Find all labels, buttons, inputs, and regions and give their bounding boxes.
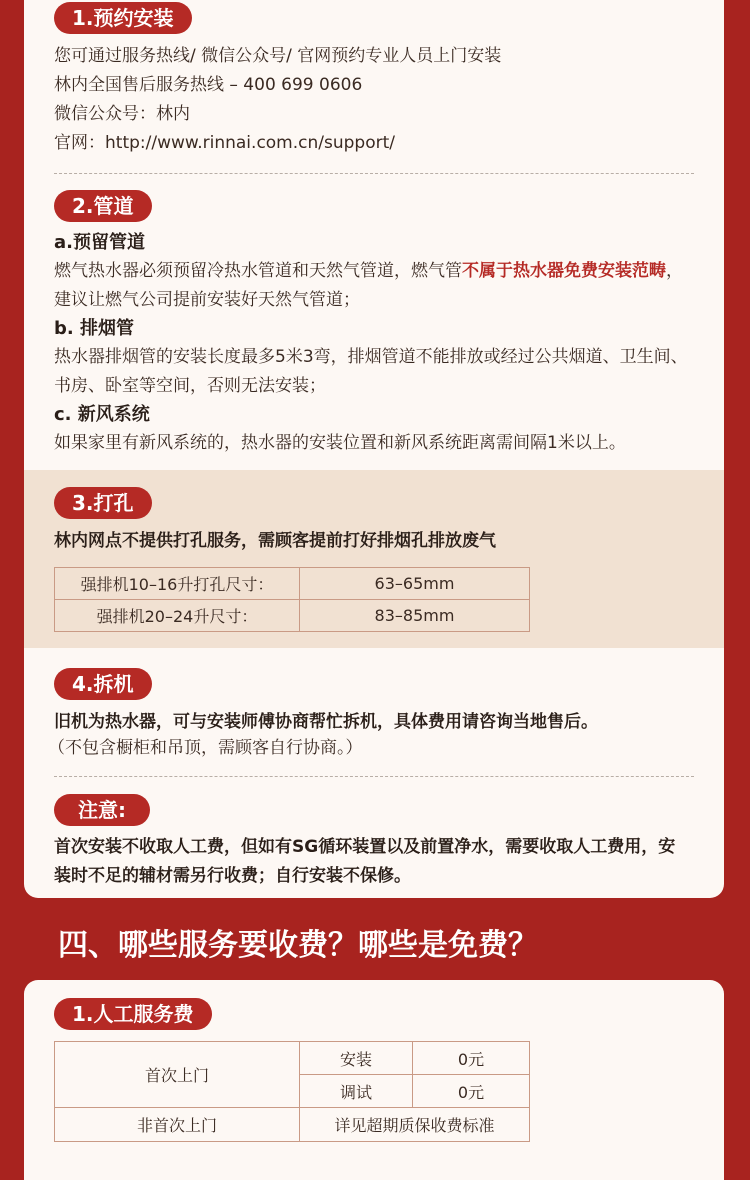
section-2-a-line-1-suffix: ， xyxy=(666,261,683,281)
table-row xyxy=(55,1042,530,1075)
section-four-heading: 四、哪些服务要收费？哪些是免费？ xyxy=(58,928,538,963)
section-1-wechat: 微信公众号：林内 xyxy=(54,104,190,124)
section-1-line-1: 您可通过服务热线/ 微信公众号/ 官网预约专业人员上门安装 xyxy=(54,46,502,66)
section-1-title-pill: 1.预约安装 xyxy=(54,2,192,34)
note-line-2: 装时不足的辅材需另行收费；自行安装不保修。 xyxy=(54,866,411,886)
section-2-b-title: b. 排烟管 xyxy=(54,318,134,339)
section-2-b-line-1: 热水器排烟管的安装长度最多5米3弯，排烟管道不能排放或经过公共烟道、卫生间、 xyxy=(54,347,688,367)
non-first-visit-cell: 非首次上门 xyxy=(55,1108,300,1142)
section-4-title-pill: 4.拆机 xyxy=(54,668,152,700)
section-2-a-line-1 xyxy=(54,258,704,284)
section-4-line-1: 旧机为热水器，可与安装师傅协商帮忙拆机，具体费用请咨询当地售后。 xyxy=(54,712,598,732)
section-2-a-line-1-prefix: 燃气热水器必须预留冷热水管道和天然气管道，燃气管 xyxy=(54,261,462,281)
section-2-a-title: a.预留管道 xyxy=(54,232,145,253)
table-cell-label: 强排机20–24升尺寸： xyxy=(55,600,300,632)
section-4-line-2: （不包含橱柜和吊顶，需顾客自行协商。） xyxy=(48,738,363,758)
section-1-website[interactable]: 官网：http://www.rinnai.com.cn/support/ xyxy=(54,133,395,153)
install-cell: 安装 xyxy=(300,1042,413,1075)
note-line-1: 首次安装不收取人工费，但如有SG循环装置以及前置净水，需要收取人工费用，安 xyxy=(54,837,676,857)
install-fee-cell: 0元 xyxy=(413,1042,530,1075)
table-row xyxy=(55,568,530,600)
table-cell-value: 83–85mm xyxy=(300,600,530,632)
section-2-b-line-2: 书房、卧室等空间，否则无法安装； xyxy=(54,376,326,396)
table-cell-label: 强排机10–16升打孔尺寸： xyxy=(55,568,300,600)
section-2-a-line-2: 建议让燃气公司提前安装好天然气管道； xyxy=(54,290,360,310)
section-2-c-title: c. 新风系统 xyxy=(54,404,150,425)
table-row xyxy=(55,600,530,632)
debug-fee-cell: 0元 xyxy=(413,1075,530,1108)
install-info-card xyxy=(24,0,724,898)
first-visit-cell: 首次上门 xyxy=(55,1042,300,1108)
drill-size-table xyxy=(54,567,530,632)
non-first-fee-cell: 详见超期质保收费标准 xyxy=(300,1108,530,1142)
table-row xyxy=(55,1108,530,1142)
labor-fee-table xyxy=(54,1041,530,1142)
section-2-a-highlight: 不属于热水器免费安装范畴 xyxy=(462,261,666,281)
section-3-desc: 林内网点不提供打孔服务，需顾客提前打好排烟孔排放废气 xyxy=(54,531,496,551)
divider-1 xyxy=(54,173,694,174)
labor-title-pill: 1.人工服务费 xyxy=(54,998,212,1030)
section-1-hotline: 林内全国售后服务热线 – 400 699 0606 xyxy=(54,75,363,95)
table-cell-value: 63–65mm xyxy=(300,568,530,600)
note-title-pill: 注意: xyxy=(54,794,150,826)
section-2-title-pill: 2.管道 xyxy=(54,190,152,222)
section-2-c-line-1: 如果家里有新风系统的，热水器的安装位置和新风系统距离需间隔1米以上。 xyxy=(54,433,626,453)
fee-card xyxy=(24,980,724,1180)
section-3-title-pill: 3.打孔 xyxy=(54,487,152,519)
debug-cell: 调试 xyxy=(300,1075,413,1108)
divider-2 xyxy=(54,776,694,777)
